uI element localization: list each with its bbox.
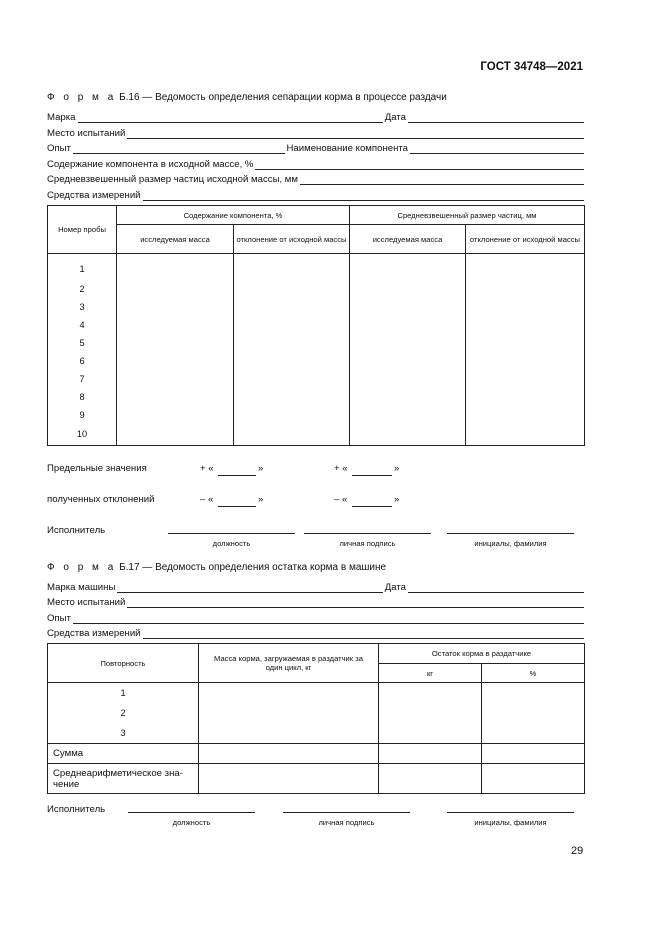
sample-number: 3 — [48, 298, 117, 316]
table-row: 2 — [120, 708, 126, 718]
page-number: 29 — [571, 845, 584, 857]
mass-cell[interactable] — [199, 683, 379, 744]
avg-size-field[interactable] — [300, 175, 584, 185]
limit-plus-field-1[interactable] — [218, 475, 256, 476]
value-cell[interactable] — [117, 334, 234, 352]
sub-deviation: отклонение от исходной массы — [234, 225, 350, 254]
sample-number: 9 — [48, 406, 117, 424]
date-field[interactable] — [408, 113, 584, 123]
limit-plus-open-2: + « — [334, 463, 348, 474]
limit-minus-open-2: – « — [334, 494, 348, 505]
mean-pct-cell[interactable] — [482, 764, 585, 794]
experiment-field[interactable] — [73, 614, 584, 624]
group-particle-size: Средневзвешенный размер частиц, мм — [350, 206, 585, 225]
component-content-label: Содержание компонента в исходной массе, % — [47, 159, 254, 170]
form17-title-prefix: Ф о р м а — [47, 562, 117, 573]
form16-size-row — [47, 172, 584, 185]
limit-plus-open-1: + « — [200, 463, 214, 474]
value-cell[interactable] — [466, 370, 585, 388]
place-field[interactable] — [127, 598, 584, 608]
limit-plus-field-2[interactable] — [352, 475, 392, 476]
sub-studied-mass: исследуемая масса — [117, 225, 234, 254]
sub-studied-mass: исследуемая масса — [350, 225, 466, 254]
group-component-content: Содержание компонента, % — [117, 206, 350, 225]
form16-content-row — [47, 157, 584, 170]
value-cell[interactable] — [117, 388, 234, 406]
form16-brand-date-row — [47, 110, 584, 123]
col-mass: Масса корма, загружаемая в раздатчик за один цикл, кг — [199, 644, 379, 683]
performer-label-2: Исполнитель — [47, 804, 106, 815]
value-cell[interactable] — [350, 352, 466, 370]
value-cell[interactable] — [234, 424, 350, 446]
place-field[interactable] — [127, 129, 584, 139]
value-cell[interactable] — [117, 370, 234, 388]
value-cell[interactable] — [117, 280, 234, 298]
value-cell[interactable] — [466, 316, 585, 334]
machine-brand-field[interactable] — [117, 583, 382, 593]
value-cell[interactable] — [350, 298, 466, 316]
instruments-field[interactable] — [143, 191, 584, 201]
pct-cell[interactable] — [482, 683, 585, 744]
value-cell[interactable] — [466, 388, 585, 406]
table-row: 1 — [120, 688, 126, 698]
limits-label-2: полученных отклонений — [47, 494, 155, 505]
table-row — [48, 316, 585, 334]
component-content-field[interactable] — [255, 160, 584, 170]
experiment-label: Опыт — [47, 143, 71, 154]
limit-plus-close-1: » — [258, 463, 264, 474]
table-row — [48, 352, 585, 370]
sum-label: Сумма — [48, 744, 199, 764]
value-cell[interactable] — [117, 406, 234, 424]
form17-experiment-row — [47, 611, 584, 624]
value-cell[interactable] — [350, 370, 466, 388]
value-cell[interactable] — [234, 280, 350, 298]
table-row — [48, 298, 585, 316]
form16-place-row — [47, 126, 584, 139]
value-cell[interactable] — [350, 388, 466, 406]
sum-mass-cell[interactable] — [199, 744, 379, 764]
value-cell[interactable] — [466, 298, 585, 316]
value-cell[interactable] — [466, 254, 585, 280]
brand-field[interactable] — [78, 113, 383, 123]
sample-number: 7 — [48, 370, 117, 388]
value-cell[interactable] — [117, 254, 234, 280]
form17-title-text: Б.17 — Ведомость определения остатка корма в машине — [119, 562, 387, 573]
table-row — [48, 334, 585, 352]
component-name-field[interactable] — [410, 144, 584, 154]
table-row — [48, 254, 585, 280]
value-cell[interactable] — [466, 352, 585, 370]
sample-number: 6 — [48, 352, 117, 370]
limit-minus-open-1: – « — [200, 494, 214, 505]
sub-deviation: отклонение от исходной массы — [466, 225, 585, 254]
limits-label-1: Предельные значения — [47, 463, 147, 474]
initials-caption: инициалы, фамилия — [474, 539, 547, 548]
document-code: ГОСТ 34748—2021 — [480, 61, 583, 73]
form17-table — [47, 643, 585, 794]
mean-mass-cell[interactable] — [199, 764, 379, 794]
signature-field-2[interactable] — [283, 812, 410, 813]
sub-kg: кг — [379, 664, 482, 683]
signature-caption: личная подпись — [339, 539, 396, 548]
instruments-label: Средства измерений — [47, 628, 141, 639]
value-cell[interactable] — [350, 406, 466, 424]
initials-field-2[interactable] — [447, 812, 574, 813]
form16-experiment-row — [47, 141, 584, 154]
repeat-numbers — [48, 683, 199, 744]
table-row: 3 — [120, 728, 126, 738]
limit-minus-field-2[interactable] — [352, 506, 392, 507]
value-cell[interactable] — [466, 334, 585, 352]
value-cell[interactable] — [117, 352, 234, 370]
value-cell[interactable] — [350, 254, 466, 280]
signature-caption-2: личная подпись — [318, 818, 375, 827]
experiment-label: Опыт — [47, 613, 71, 624]
mean-label: Среднеарифметическое зна-чение — [48, 764, 199, 794]
value-cell[interactable] — [117, 298, 234, 316]
date-field[interactable] — [408, 583, 584, 593]
group-remainder: Остаток корма в раздатчике — [379, 644, 585, 664]
form16-table — [47, 205, 585, 446]
value-cell[interactable] — [350, 280, 466, 298]
value-cell[interactable] — [234, 334, 350, 352]
value-cell[interactable] — [234, 370, 350, 388]
kg-cell[interactable] — [379, 683, 482, 744]
form17-place-row — [47, 595, 584, 608]
col-sample-number: Номер пробы — [48, 206, 117, 254]
experiment-field[interactable] — [73, 144, 285, 154]
sample-number: 5 — [48, 334, 117, 352]
instruments-field[interactable] — [143, 629, 584, 639]
instruments-label: Средства измерений — [47, 190, 141, 201]
value-cell[interactable] — [234, 352, 350, 370]
position-caption: должность — [212, 539, 251, 548]
sum-pct-cell[interactable] — [482, 744, 585, 764]
table-row — [48, 280, 585, 298]
value-cell[interactable] — [234, 388, 350, 406]
limit-minus-close-1: » — [258, 494, 264, 505]
value-cell[interactable] — [234, 254, 350, 280]
col-repeat: Повторность — [48, 644, 199, 683]
value-cell[interactable] — [234, 316, 350, 334]
sample-number: 1 — [48, 254, 117, 280]
form17-instruments-row — [47, 626, 584, 639]
position-field[interactable] — [168, 533, 295, 534]
sample-number: 10 — [48, 424, 117, 446]
limit-minus-close-2: » — [394, 494, 400, 505]
machine-brand-label: Марка машины — [47, 582, 116, 593]
value-cell[interactable] — [466, 424, 585, 446]
form17-title — [47, 562, 386, 573]
place-label: Место испытаний — [47, 597, 126, 608]
sum-kg-cell[interactable] — [379, 744, 482, 764]
table-row — [48, 424, 585, 446]
sample-number: 2 — [48, 280, 117, 298]
value-cell[interactable] — [350, 424, 466, 446]
component-name-label: Наименование компонента — [286, 143, 408, 154]
signature-field[interactable] — [304, 533, 431, 534]
sample-number: 4 — [48, 316, 117, 334]
sub-pct: % — [482, 664, 585, 683]
mean-kg-cell[interactable] — [379, 764, 482, 794]
value-cell[interactable] — [234, 298, 350, 316]
value-cell[interactable] — [117, 424, 234, 446]
position-caption-2: должность — [172, 818, 211, 827]
position-field-2[interactable] — [128, 812, 255, 813]
initials-field[interactable] — [447, 533, 574, 534]
avg-size-label: Средневзвешенный размер частиц исходной массы, мм — [47, 174, 298, 185]
limit-plus-close-2: » — [394, 463, 400, 474]
table-row — [48, 406, 585, 424]
value-cell[interactable] — [466, 406, 585, 424]
value-cell[interactable] — [466, 280, 585, 298]
initials-caption-2: инициалы, фамилия — [474, 818, 547, 827]
table-row — [48, 370, 585, 388]
value-cell[interactable] — [234, 406, 350, 424]
value-cell[interactable] — [350, 316, 466, 334]
form17-brand-date-row — [47, 580, 584, 593]
value-cell[interactable] — [350, 334, 466, 352]
place-label: Место испытаний — [47, 128, 126, 139]
date-label: Дата — [384, 112, 406, 123]
table-row — [48, 388, 585, 406]
performer-label: Исполнитель — [47, 525, 106, 536]
form16-instruments-row — [47, 188, 584, 201]
value-cell[interactable] — [117, 316, 234, 334]
form16-title-text: Б.16 — Ведомость определения сепарации корма в процессе раздачи — [119, 92, 447, 103]
form16-title — [47, 92, 447, 103]
date-label: Дата — [384, 582, 406, 593]
form16-title-prefix: Ф о р м а — [47, 92, 117, 103]
limit-minus-field-1[interactable] — [218, 506, 256, 507]
sample-number: 8 — [48, 388, 117, 406]
brand-label: Марка — [47, 112, 76, 123]
